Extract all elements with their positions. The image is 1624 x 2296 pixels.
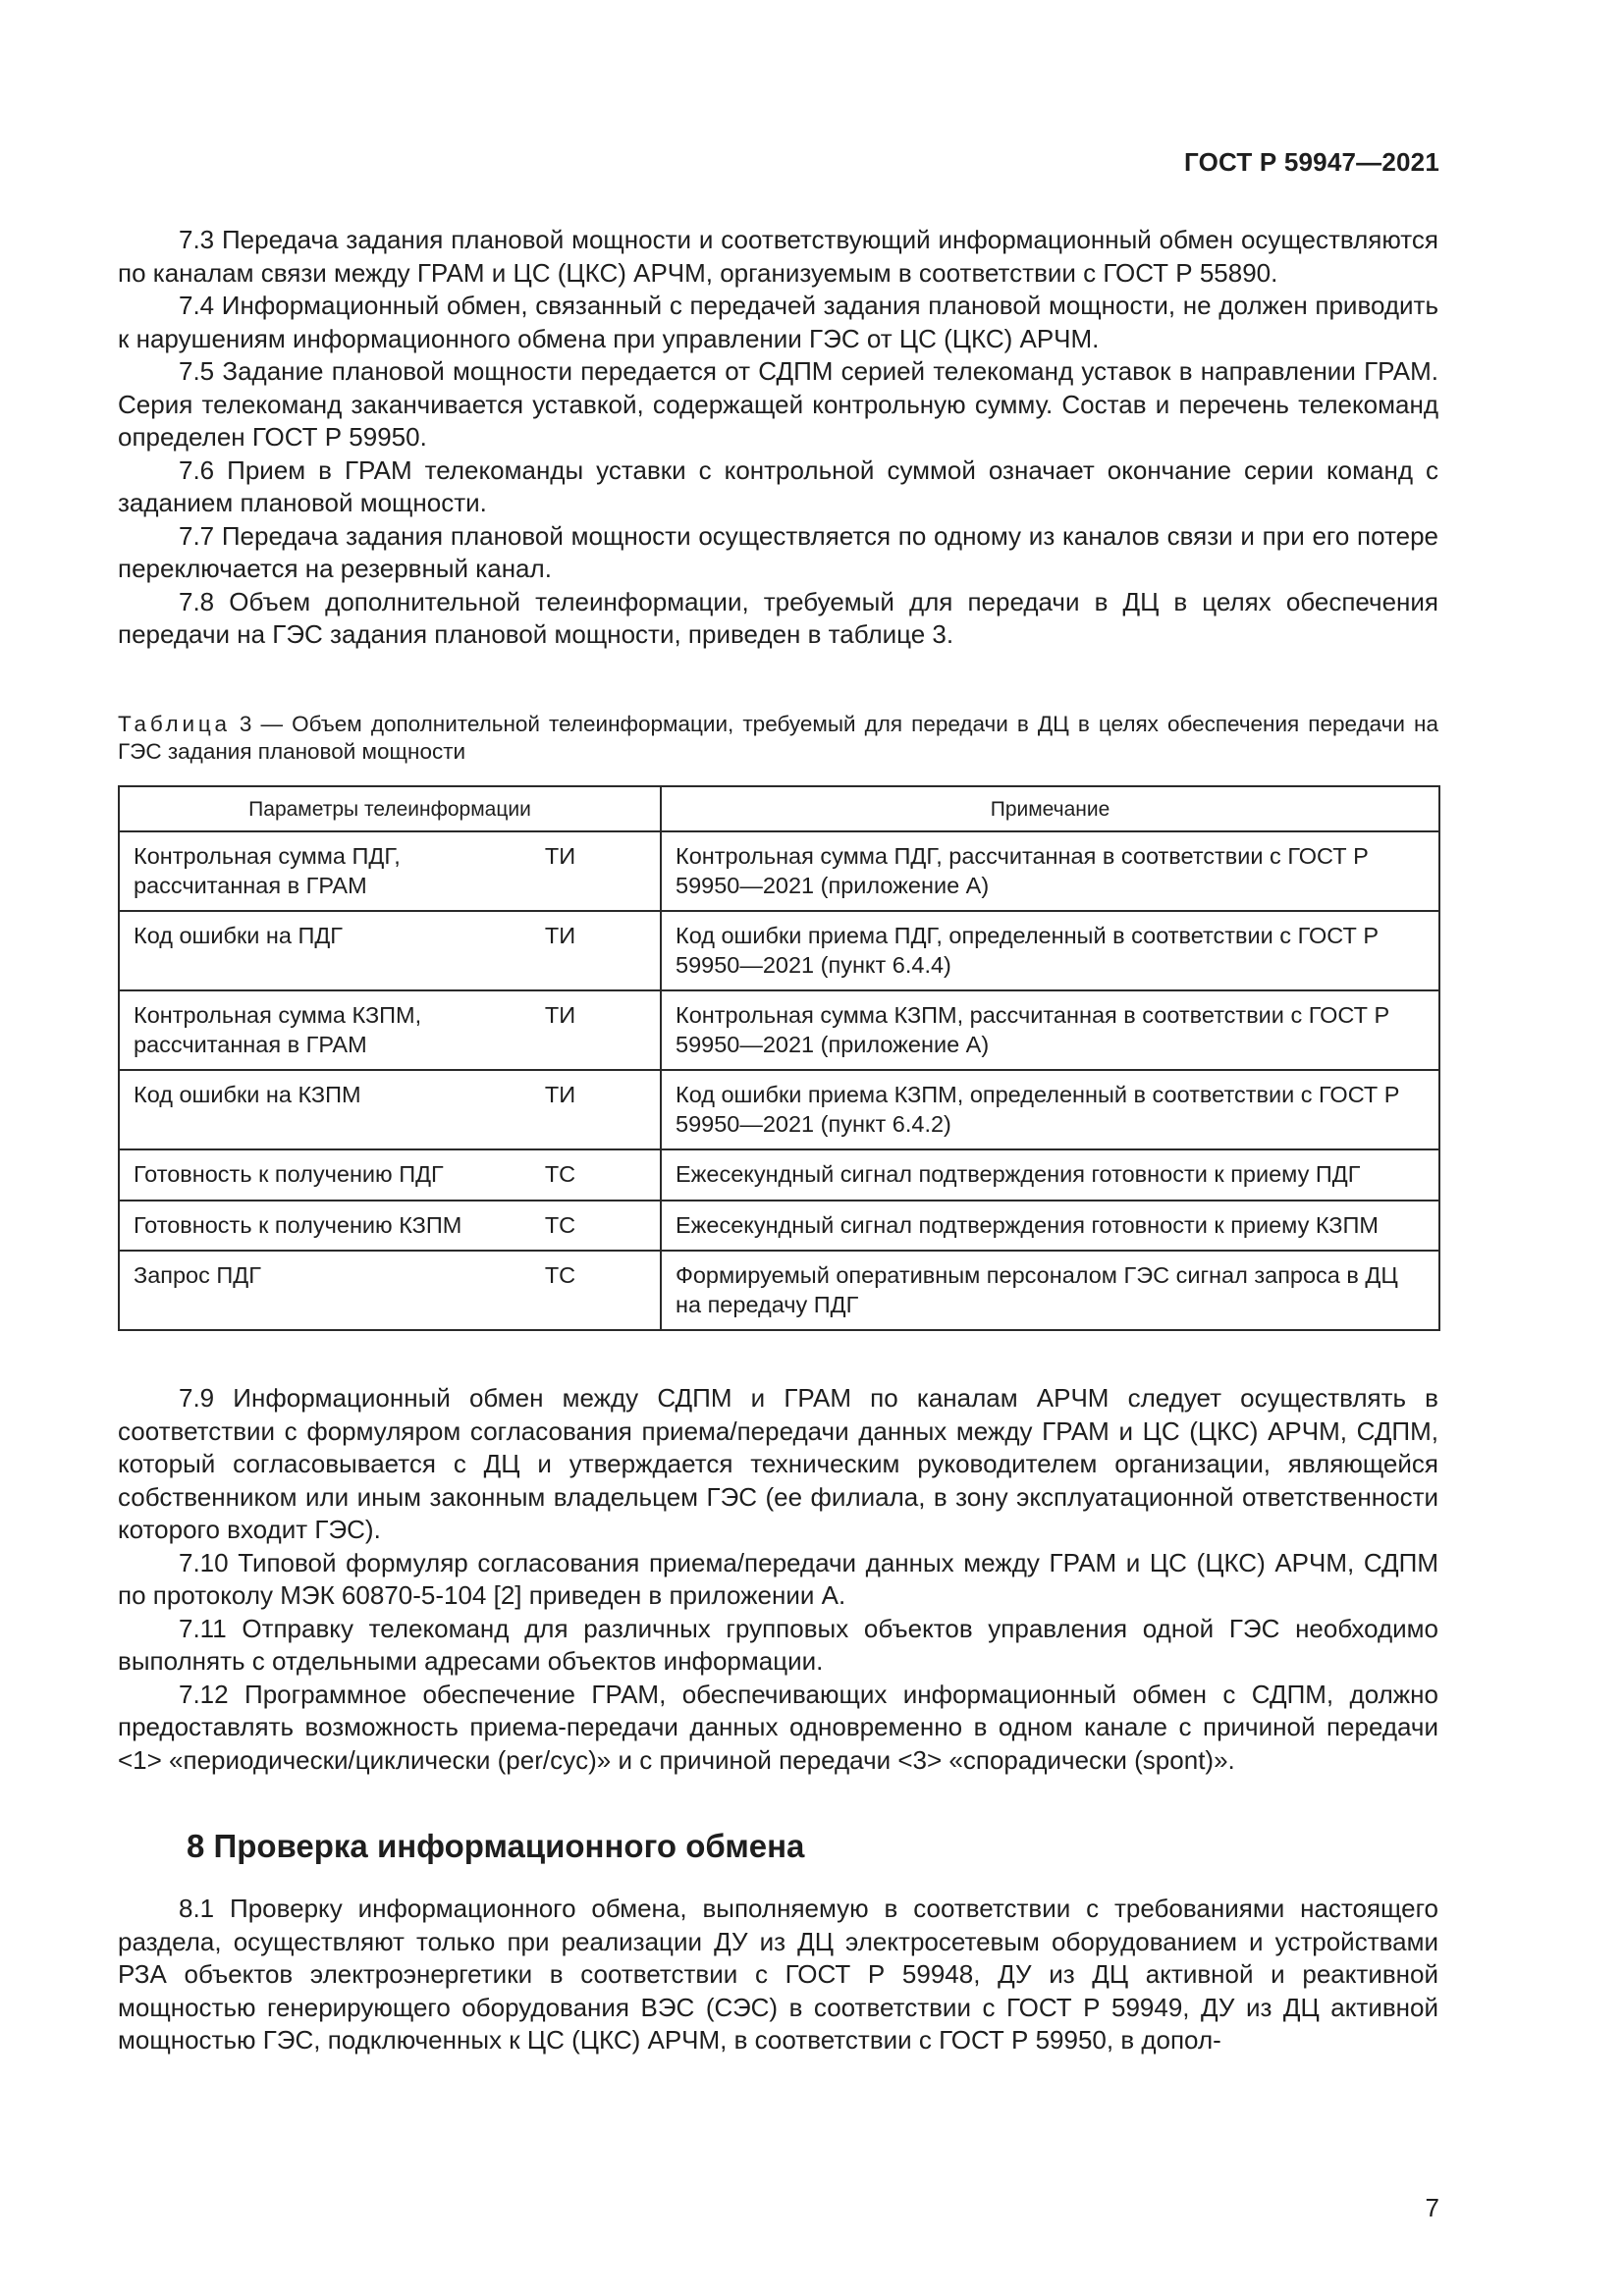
row-type: ТИ <box>500 990 661 1070</box>
header-parameters: Параметры телеинформации <box>119 786 661 831</box>
table-header-row <box>119 786 1439 831</box>
row-note: Ежесекундный сигнал подтверждения готовности к приему ПДГ <box>661 1149 1439 1201</box>
table-row <box>119 1251 1439 1330</box>
table-row <box>119 990 1439 1070</box>
paragraph-7-7: 7.7 Передача задания плановой мощности осуществляется по одному из каналов связи и при его потере переключается на резервный канал. <box>118 520 1438 583</box>
row-parameter: Контрольная сумма КЗПМ, рассчитанная в ГРАМ <box>119 990 500 1070</box>
table-caption <box>118 711 1438 766</box>
table-row <box>119 1070 1439 1149</box>
paragraph-7-9: 7.9 Информационный обмен между СДПМ и ГРАМ по каналам АРЧМ следует осуществлять в соответствии с формуляром согласования приема/передачи данных между ГРАМ и ЦС (ЦКС) АРЧМ, СДПМ, который согласовывается с ДЦ и утверждается техническим руководителем организации, являющейся собственником или иным законным владельцем ГЭС (ее филиала, в зону эксплуатационной ответственности которого входит ГЭС). <box>118 1383 1438 1544</box>
header-note: Примечание <box>661 786 1439 831</box>
page-number: 7 <box>1425 2193 1439 2222</box>
telemetry-table <box>118 785 1440 1331</box>
section-8-heading: 8 Проверка информационного обмена <box>187 1828 805 1864</box>
row-note: Ежесекундный сигнал подтверждения готовности к приему КЗПМ <box>661 1201 1439 1252</box>
table-caption-text: 3 — Объем дополнительной телеинформации, требуемый для передачи в ДЦ в целях обеспечения передачи на ГЭС задания плановой мощности <box>118 712 1438 764</box>
table-row <box>119 1201 1439 1252</box>
paragraph-7-11: 7.11 Отправку телекоманд для различных групповых объектов управления одной ГЭС необходимо выполнять с отдельными адресами объектов информации. <box>118 1613 1438 1676</box>
row-type: ТИ <box>500 911 661 990</box>
standard-code: ГОСТ Р 59947—2021 <box>1184 147 1439 177</box>
row-note: Код ошибки приема ПДГ, определенный в соответствии с ГОСТ Р 59950—2021 (пункт 6.4.4) <box>661 911 1439 990</box>
table-row <box>119 911 1439 990</box>
row-parameter: Запрос ПДГ <box>119 1251 500 1330</box>
row-note: Контрольная сумма КЗПМ, рассчитанная в соответствии с ГОСТ Р 59950—2021 (приложение А) <box>661 990 1439 1070</box>
row-parameter: Готовность к получению ПДГ <box>119 1149 500 1201</box>
table-caption-prefix: Таблица <box>118 712 231 736</box>
row-type: ТС <box>500 1149 661 1201</box>
section7-paragraphs-continued <box>118 1382 1438 1777</box>
paragraph-8-1: 8.1 Проверку информационного обмена, выполняемую в соответствии с требованиями настоящего раздела, осуществляют только при реализации ДУ из ДЦ электросетевым оборудованием и устройствами РЗА объектов электроэнергетики в соответствии с ГОСТ Р 59948, ДУ из ДЦ активной и реактивной мощностью генерирующего оборудования ВЭС (СЭС) в соответствии с ГОСТ Р 59949, ДУ из ДЦ активной мощностью ГЭС, подключенных к ЦС (ЦКС) АРЧМ, в соответствии с ГОСТ Р 59950, в допол- <box>118 1894 1438 2055</box>
row-note: Код ошибки приема КЗПМ, определенный в соответствии с ГОСТ Р 59950—2021 (пункт 6.4.2) <box>661 1070 1439 1149</box>
row-parameter: Код ошибки на ПДГ <box>119 911 500 990</box>
paragraph-7-8: 7.8 Объем дополнительной телеинформации, требуемый для передачи в ДЦ в целях обеспечения передачи на ГЭС задания плановой мощности, приведен в таблице 3. <box>118 586 1438 649</box>
paragraph-7-12: 7.12 Программное обеспечение ГРАМ, обеспечивающих информационный обмен с СДПМ, должно предоставлять возможность приема-передачи данных одновременно в одном канале с причиной передачи <1> «периодически/циклически (per/cyc)» и с причиной передачи <3> «спорадически (spont)». <box>118 1679 1438 1775</box>
row-type: ТИ <box>500 831 661 911</box>
row-parameter: Контрольная сумма ПДГ, рассчитанная в ГРАМ <box>119 831 500 911</box>
section7-paragraphs <box>118 224 1438 652</box>
row-type: ТС <box>500 1201 661 1252</box>
paragraph-7-5: 7.5 Задание плановой мощности передается от СДПМ серией телекоманд уставок в направлении ГРАМ. Серия телекоманд заканчивается уставкой, содержащей контрольную сумму. Состав и перечень телекоманд определен ГОСТ Р 59950. <box>118 356 1438 452</box>
paragraph-7-6: 7.6 Прием в ГРАМ телекоманды уставки с контрольной суммой означает окончание серии команд с заданием плановой мощности. <box>118 454 1438 517</box>
paragraph-7-3: 7.3 Передача задания плановой мощности и соответствующий информационный обмен осуществляются по каналам связи между ГРАМ и ЦС (ЦКС) АРЧМ, организуемым в соответствии с ГОСТ Р 55890. <box>118 225 1438 288</box>
row-type: ТС <box>500 1251 661 1330</box>
paragraph-7-10: 7.10 Типовой формуляр согласования приема/передачи данных между ГРАМ и ЦС (ЦКС) АРЧМ, СДПМ по протоколу МЭК 60870-5-104 [2] приведен в приложении А. <box>118 1547 1438 1610</box>
row-parameter: Код ошибки на КЗПМ <box>119 1070 500 1149</box>
table-row <box>119 831 1439 911</box>
row-parameter: Готовность к получению КЗПМ <box>119 1201 500 1252</box>
paragraph-7-4: 7.4 Информационный обмен, связанный с передачей задания плановой мощности, не должен приводить к нарушениям информационного обмена при управлении ГЭС от ЦС (ЦКС) АРЧМ. <box>118 291 1438 353</box>
section8-paragraphs <box>118 1893 1438 2057</box>
table-row <box>119 1149 1439 1201</box>
row-note: Контрольная сумма ПДГ, рассчитанная в соответствии с ГОСТ Р 59950—2021 (приложение А) <box>661 831 1439 911</box>
row-note: Формируемый оперативным персоналом ГЭС сигнал запроса в ДЦ на передачу ПДГ <box>661 1251 1439 1330</box>
row-type: ТИ <box>500 1070 661 1149</box>
